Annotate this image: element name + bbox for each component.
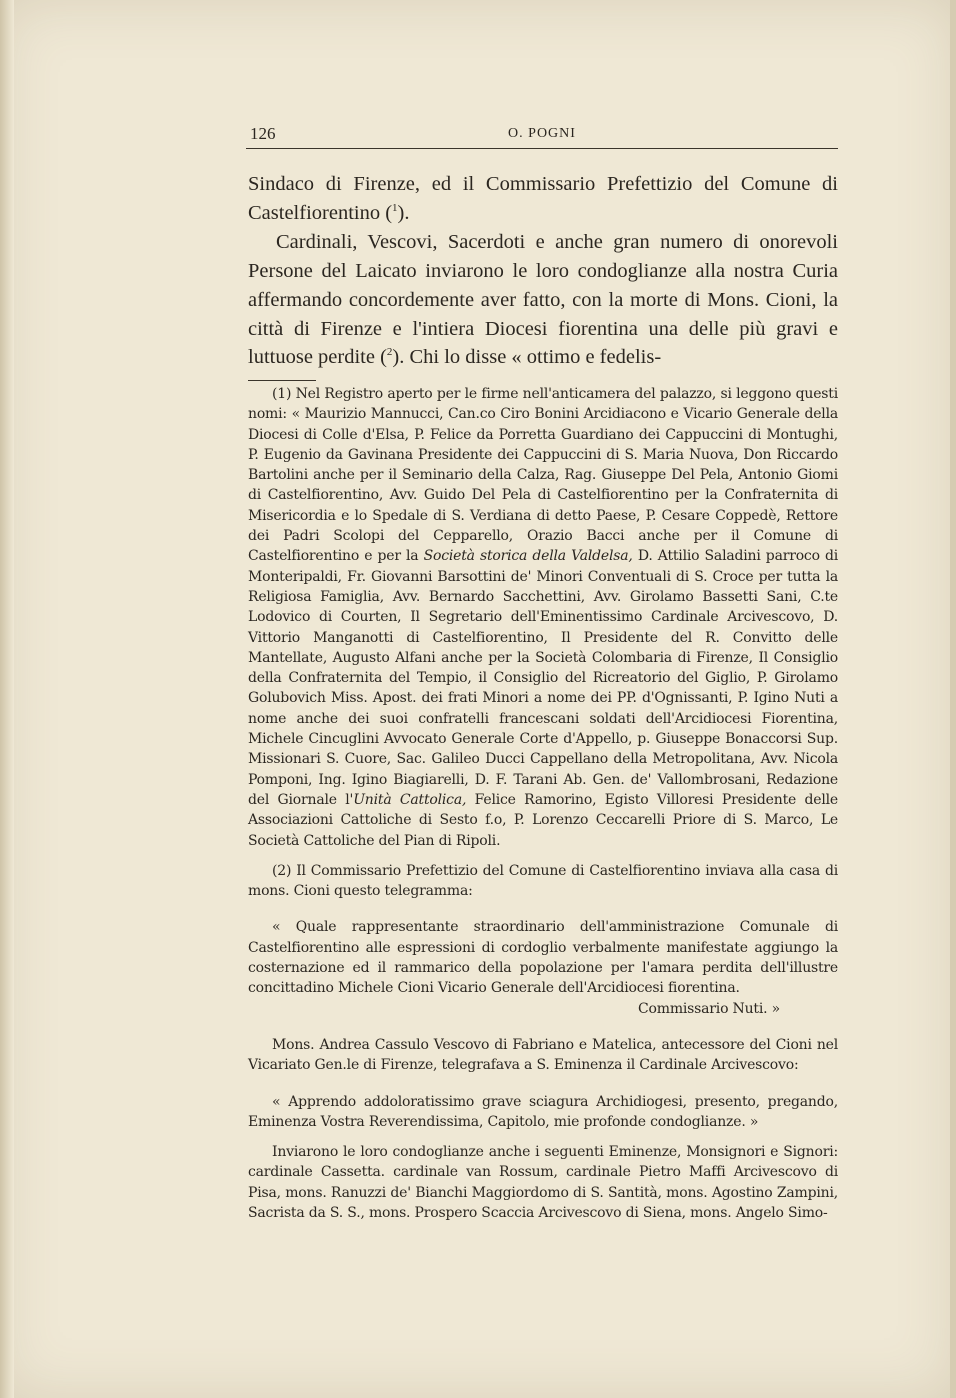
footnote-1-italic-2: Unità Cattolica, (353, 791, 467, 808)
main-paragraph-2-text: Cardinali, Vescovi, Sacerdoti e anche gran numero di onorevoli Persone del Laicato inviarono le loro condoglianze alla nostra Curia affermando concordemente aver fatto, con la morte di Mons. Cioni, la città di Firenze e l'intiera Diocesi fiorentina una delle più gravi e luttuose perdite ( (248, 230, 838, 369)
main-paragraph-1-text: Sindaco di Firenze, ed il Commissario Prefettizio del Comune di Castelfiorentino ( (248, 173, 838, 224)
main-paragraph-1-end: ). (397, 201, 410, 224)
cassulo-quote: « Apprendo addoloratissimo grave sciagura Archidiogesi, presento, pregando, Eminenza Vostra Reverendissima, Capitolo, mie profonde condoglianze. » (248, 1093, 838, 1130)
footnote-1-italic-1: Società storica della Valdelsa, (423, 548, 633, 565)
footnote-1 (248, 384, 838, 851)
footnote-1-text-a: (1) Nel Registro aperto per le firme nell'anticamera del palazzo, si leggono questi nomi: « Maurizio Mannucci, Can.co Ciro Bonini Arcidiacono e Vicario Generale della Diocesi di Colle d'Elsa, P. Felice da Porretta Guardiano dei Cappuccini di Montughi, P. Eugenio da Gavinana Presidente dei Cappuccini di S. Maria Nuova, Don Riccardo Bartolini anche per il Seminario della Calza, Rag. Giuseppe Del Pela, Antonio Giomi di Castelfiorentino, Avv. Guido Del Pela di Castelfiorentino per la Confraternita di Misericordia e lo Spedale di S. Verdiana di detto Paese, P. Cesare Coppedè, Rettore dei Padri Scolopi del Cepparello, Orazio Bacci anche per il Comune di Castelfiorentino e per la (248, 386, 838, 565)
main-text (248, 170, 838, 372)
cassulo-paragraph: Mons. Andrea Cassulo Vescovo di Fabriano e Matelica, antecessore del Cioni nel Vicariato Gen.le di Firenze, telegrafava a S. Eminenza il Cardinale Arcivescovo: (248, 1036, 838, 1074)
footnote-ref-2: 2 (386, 346, 393, 359)
footnote-divider (248, 380, 316, 381)
telegram-text: « Quale rappresentante straordinario dell'amministrazione Comunale di Castelfiorentino alle espressioni di cordoglio verbalmente manifestate aggiungo la costernazione ed il rammarico della popolazione per l'amara perdita dell'illustre concittadino Michele Cioni Vicario Generale dell'Arcidiocesi fiorentina. (248, 919, 838, 997)
main-paragraph-2-end: ). Chi lo disse « ottimo e fedelis- (392, 346, 662, 369)
page-number: 126 (250, 124, 276, 143)
footnotes (248, 384, 838, 1223)
main-paragraph-2 (248, 228, 838, 373)
page-header (246, 124, 838, 149)
condolences-paragraph: Inviarono le loro condoglianze anche i seguenti Eminenze, Monsignori e Signori: cardinale Cassetta. cardinale van Rossum, cardinale Pietro Maffi Arcivescovo di Pisa, mons. Ranuzzi de' Bianchi Maggiordomo di S. Santità, mons. Agostino Zampini, Sacrista da S. S., mons. Prospero Scaccia Arcivescovo di Siena, mons. Angelo Simo- (248, 1144, 838, 1221)
running-head: O. POGNI (508, 126, 576, 141)
footnote-1-text-b: D. Attilio Saladini parroco di Monteripaldi, Fr. Giovanni Barsottini de' Minori Conventuali di S. Croce per tutta la Religiosa Famiglia, Avv. Bernardo Sacchettini, Avv. Girolamo Bassetti Sani, C.te Lodovico di Courten, Il Segretario dell'Eminentissimo Cardinale Arcivescovo, D. Vittorio Manganotti di Castelfiorentino, Il Presidente del R. Convitto delle Mantellate, Augusto Alfani anche per la Società Colombaria di Firenze, Il Consiglio della Confraternita del Tempio, il Consiglio del Ricreatorio del Giglio, P. Girolamo Golubovich Miss. Apost. dei frati Minori a nome dei PP. d'Ognissanti, P. Igino Nuti a nome anche dei suoi confratelli francescani soldati dell'Arcidiocesi Fiorentina, Michele Cincuglini Avvocato Generale Corte d'Appello, p. Giuseppe Bonaccorsi Sup. Missionari S. Cuore, Sac. Galileo Ducci Cappellano della Metropolitana, Avv. Nicola Pomponi, Ing. Igino Biagiarelli, D. F. Tarani Ab. Gen. de' Vallombrosani, Redazione del Giornale l' (248, 548, 839, 808)
footnote-ref-1: 1 (392, 202, 398, 215)
footnote-2: (2) Il Commissario Prefettizio del Comune di Castelfiorentino inviava alla casa di mons. Cioni questo telegramma: (248, 862, 838, 900)
telegram-signature: Commissario Nuti. » (638, 1000, 780, 1017)
main-paragraph-1 (248, 170, 838, 228)
footnote-1-text-c: Felice Ramorino, Egisto Villoresi Presidente delle Associazioni Cattoliche di Sesto f.o, P. Lorenzo Ceccarelli Priore di S. Marco, Le Società Cattoliche del Pian di Ripoli. (248, 791, 838, 849)
